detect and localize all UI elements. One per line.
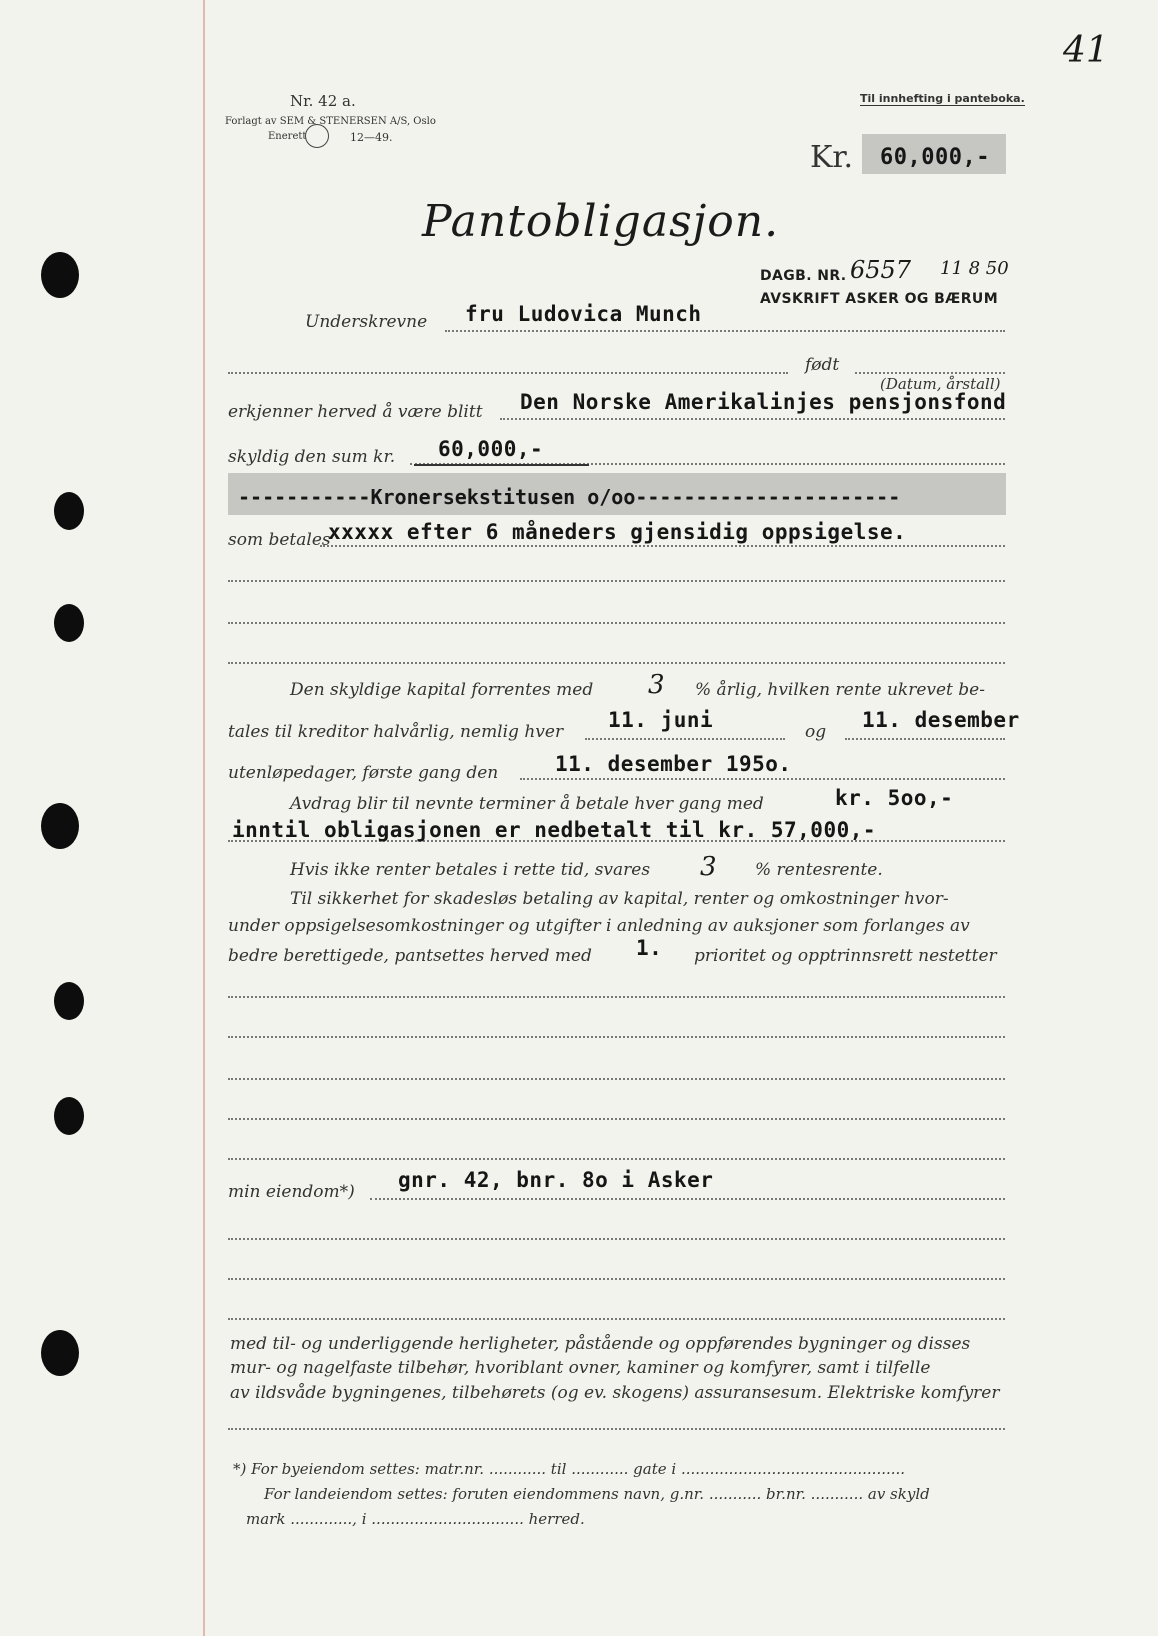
betales-value: xxxxx efter 6 måneders gjensidig oppsigelse.	[328, 520, 907, 544]
inntil-value: inntil obligasjonen er nedbetalt til kr. 57,000,-	[232, 818, 877, 842]
fill-line	[228, 1278, 1005, 1280]
eiendom-label: min eiendom*)	[228, 1182, 355, 1202]
fill-line	[228, 372, 788, 374]
dagb-number: 6557	[850, 256, 912, 284]
fill-line	[228, 1238, 1005, 1240]
fill-line	[228, 1318, 1005, 1320]
kr-label: Kr.	[810, 140, 853, 175]
footnote-line-2: For landeiendom settes: foruten eiendommens navn, g.nr. ........... br.nr. ........... av skyld	[264, 1485, 930, 1503]
fill-line	[228, 1158, 1005, 1160]
fill-line	[228, 1428, 1005, 1430]
bedre-text-2: prioritet og opptrinnsrett nestetter	[694, 946, 997, 966]
enerett-label: Enerett	[268, 131, 307, 142]
kr-amount: 60,000,-	[880, 145, 990, 170]
fill-line	[320, 545, 1005, 547]
avdrag-text: Avdrag blir til nevnte terminer å betale hver gang med	[290, 794, 764, 814]
fill-line	[855, 372, 1005, 374]
punch-hole	[41, 1330, 79, 1376]
bedre-text-1: bedre berettigede, pantsettes herved med	[228, 946, 592, 966]
rente-text-2: % årlig, hvilken rente ukrevet be-	[695, 680, 985, 700]
fill-line	[370, 1198, 1005, 1200]
tales-text: tales til kreditor halvårlig, nemlig hver	[228, 722, 564, 742]
fill-line	[845, 738, 1005, 740]
date2-value: 11. desember	[862, 708, 1020, 732]
margin-rule	[203, 0, 205, 1636]
publisher-seal-icon	[305, 124, 329, 148]
underskrevne-label: Underskrevne	[305, 312, 428, 332]
fill-line	[500, 418, 1005, 420]
dagb-label: DAGB. NR.	[760, 268, 847, 284]
body-line-2: mur- og nagelfaste tilbehør, hvoriblant ovner, kaminer og komfyrer, samt i tilfelle	[230, 1358, 931, 1378]
dagb-date: 11 8 50	[940, 258, 1009, 279]
punch-hole	[54, 982, 84, 1020]
body-line-3: av ildsvåde bygningenes, tilbehørets (og ev. skogens) assuransesum. Elektriske komfyrer	[230, 1383, 1000, 1403]
fill-line	[228, 580, 1005, 582]
top-right-note: Til innhefting i panteboka.	[860, 92, 1025, 105]
punch-hole	[54, 604, 84, 642]
hvis-text-2: % rentesrente.	[755, 860, 883, 880]
page-number: 41	[1063, 30, 1109, 71]
amount-words: -----------Kronersekstitusen o/oo----------------------	[238, 485, 901, 509]
fill-line	[445, 330, 1005, 332]
punch-hole	[54, 492, 84, 530]
first-date-value: 11. desember 195o.	[555, 752, 792, 776]
edition: 12—49.	[350, 131, 393, 144]
sum-value: 60,000,-	[438, 437, 544, 461]
sikkerhet-line-2: under oppsigelsesomkostninger og utgifter i anledning av auksjoner som forlanges av	[228, 916, 970, 936]
datum-label: (Datum, årstall)	[880, 375, 1001, 393]
form-number: Nr. 42 a.	[290, 92, 356, 110]
betales-label: som betales	[228, 530, 331, 550]
footnote-line-3: mark ............., i ................................ herred.	[246, 1510, 585, 1528]
avskrift-stamp: AVSKRIFT ASKER OG BÆRUM	[760, 291, 999, 307]
publisher: Forlagt av SEM & STENERSEN A/S, Oslo	[225, 116, 436, 127]
fill-line	[228, 996, 1005, 998]
hvis-text-1: Hvis ikke renter betales i rette tid, svares	[290, 860, 651, 880]
creditor-value: Den Norske Amerikalinjes pensjonsfond	[520, 390, 1007, 414]
avdrag-value: kr. 5oo,-	[835, 786, 954, 810]
skyldig-label: skyldig den sum kr.	[228, 447, 396, 467]
sikkerhet-line-1: Til sikkerhet for skadesløs betaling av kapital, renter og omkostninger hvor-	[290, 889, 949, 909]
fill-line	[228, 1118, 1005, 1120]
date1-value: 11. juni	[608, 708, 714, 732]
rente-value: 3	[648, 670, 665, 700]
fill-line	[228, 1078, 1005, 1080]
footnote-line-1: *) For byeiendom settes: matr.nr. ............ til ............ gate i ...............................................	[233, 1460, 906, 1478]
punch-hole	[41, 803, 79, 849]
erkjenner-label: erkjenner herved å være blitt	[228, 402, 483, 422]
utlope-text: utenløpedager, første gang den	[228, 763, 499, 783]
hvis-value: 3	[700, 852, 717, 882]
punch-hole	[54, 1097, 84, 1135]
fill-line	[228, 1036, 1005, 1038]
fill-line	[228, 622, 1005, 624]
prioritet-value: 1.	[636, 936, 663, 960]
eiendom-value: gnr. 42, bnr. 8o i Asker	[398, 1168, 714, 1192]
fill-line	[585, 738, 785, 740]
punch-hole	[41, 252, 79, 298]
rente-text-1: Den skyldige kapital forrentes med	[290, 680, 594, 700]
sum-underline	[414, 464, 589, 466]
body-line-1: med til- og underliggende herligheter, påstående og oppførendes bygninger og disses	[230, 1334, 971, 1354]
underskrevne-value: fru Ludovica Munch	[465, 302, 702, 326]
fodt-label: født	[805, 355, 840, 375]
document-title: Pantobligasjon.	[422, 196, 780, 247]
fill-line	[520, 778, 1005, 780]
og-label: og	[805, 722, 827, 742]
fill-line	[228, 662, 1005, 664]
